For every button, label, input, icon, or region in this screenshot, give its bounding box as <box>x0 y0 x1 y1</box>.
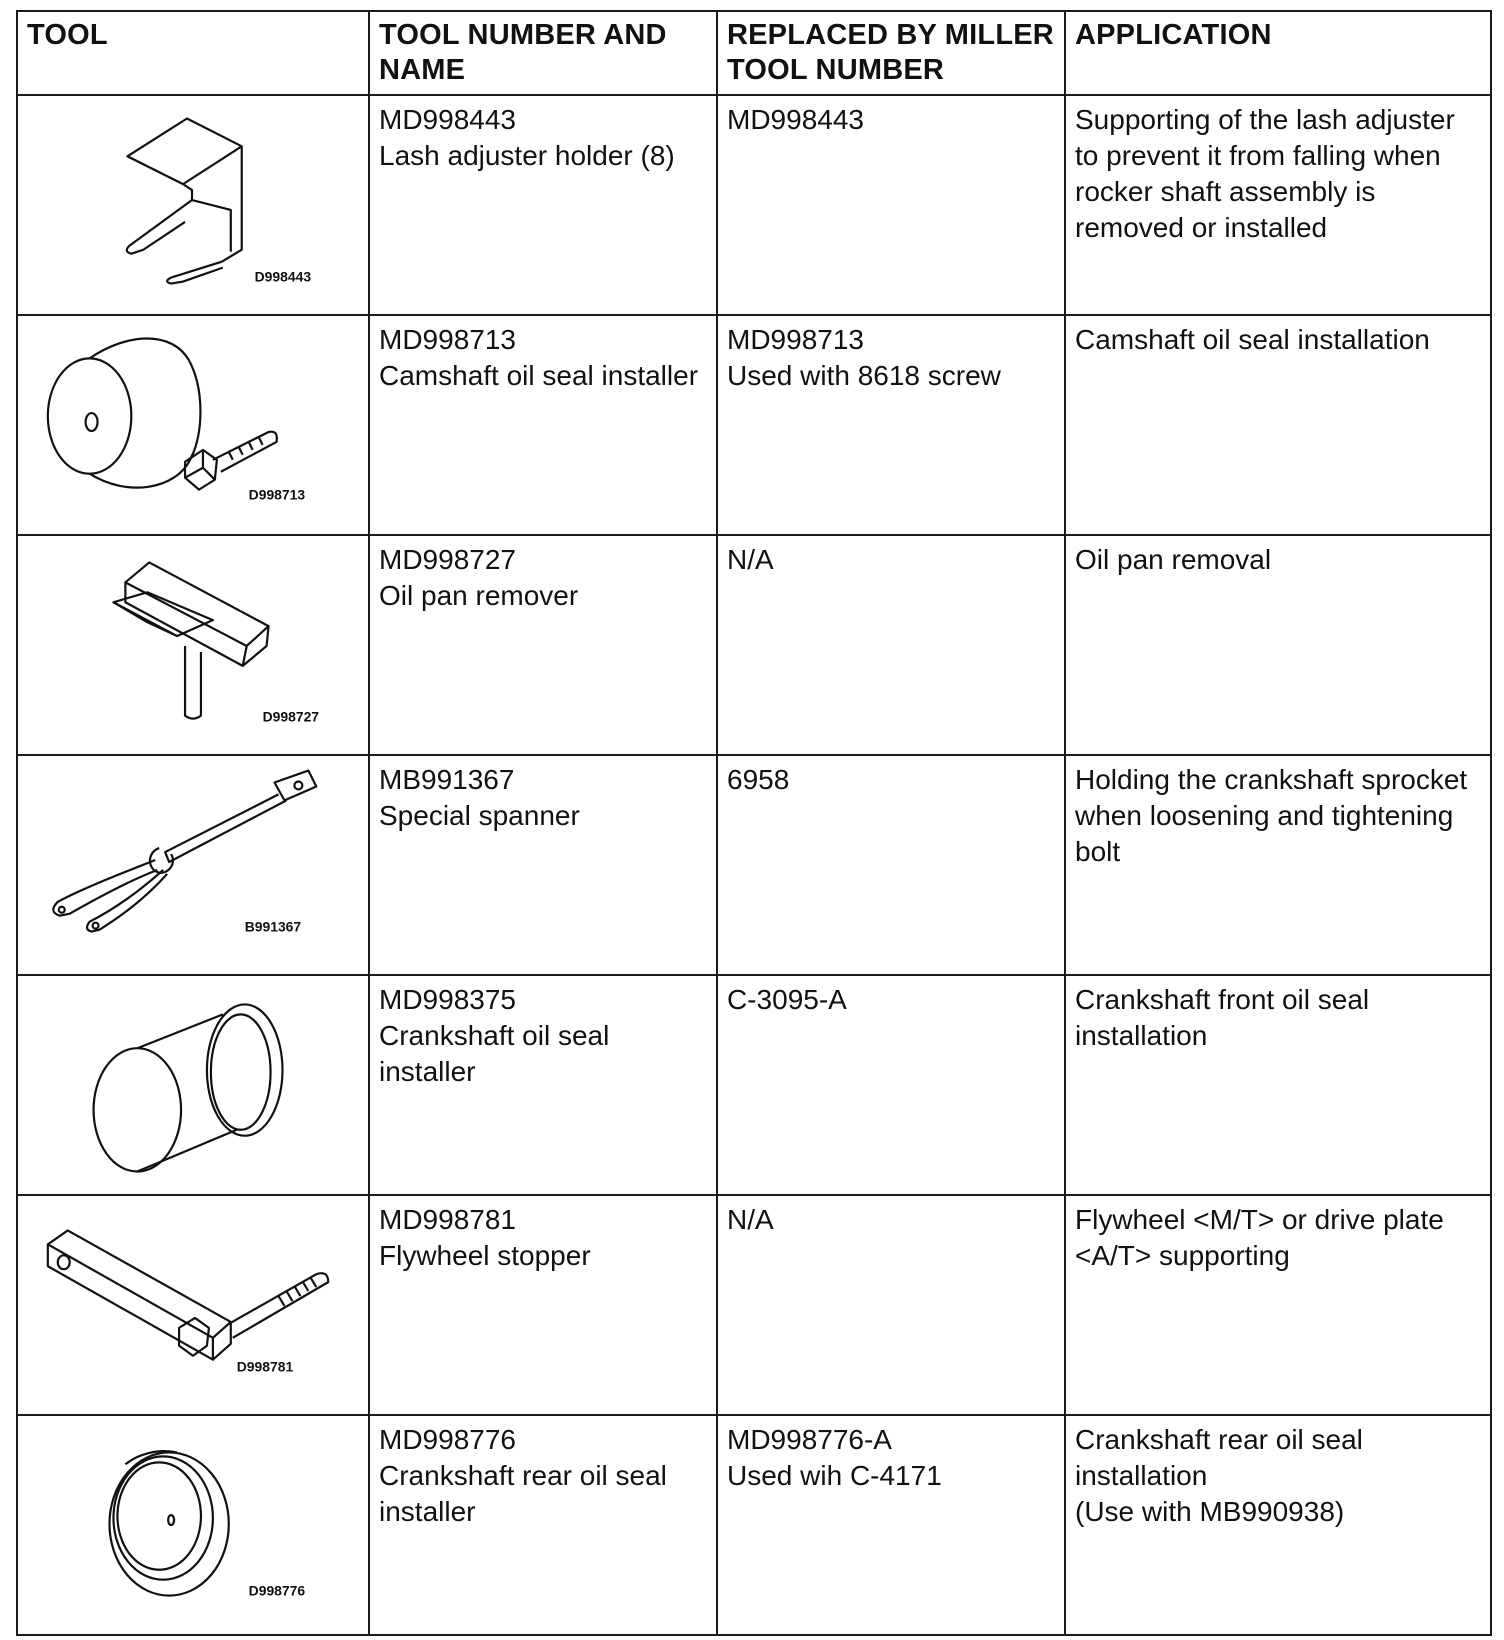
replaced-by-note: Used wih C-4171 <box>727 1460 942 1491</box>
tool-image-label: D998781 <box>236 1358 294 1375</box>
table-row <box>17 755 1491 975</box>
replaced-by-note: Used with 8618 screw <box>727 360 1001 391</box>
replaced-by-number: N/A <box>727 544 774 575</box>
table-row <box>17 535 1491 755</box>
special-spanner-icon <box>18 756 368 974</box>
tool-number-name-cell <box>369 1415 717 1635</box>
tool-number: MD998776 <box>379 1424 516 1455</box>
crankshaft-rear-oil-seal-installer-icon <box>18 1416 368 1634</box>
header-row <box>17 11 1491 95</box>
tool-number-name-cell <box>369 535 717 755</box>
tool-image-cell <box>17 535 369 755</box>
application-cell: Crankshaft front oil seal installation <box>1065 975 1491 1195</box>
oil-pan-remover-icon <box>18 536 368 754</box>
special-tools-table-page <box>16 10 1490 1622</box>
tool-number-name-cell <box>369 1195 717 1415</box>
tool-image-label: D998713 <box>248 486 306 503</box>
tool-number-name-cell <box>369 315 717 535</box>
tool-name: Special spanner <box>379 800 580 831</box>
table-row <box>17 1415 1491 1635</box>
tool-number: MD998781 <box>379 1204 516 1235</box>
replaced-by-cell <box>717 1195 1065 1415</box>
table-row <box>17 315 1491 535</box>
replaced-by-number: C-3095-A <box>727 984 847 1015</box>
tool-image-label: D998443 <box>254 268 312 285</box>
application-text: Crankshaft rear oil seal installation <box>1075 1424 1363 1491</box>
replaced-by-number: MD998443 <box>727 104 864 135</box>
table-row <box>17 1195 1491 1415</box>
replaced-by-cell <box>717 1415 1065 1635</box>
tool-image-label: D998776 <box>248 1582 306 1599</box>
crankshaft-oil-seal-installer-icon <box>18 976 368 1194</box>
tool-image-label: B991367 <box>244 918 302 935</box>
application-cell: Holding the crankshaft sprocket when loosening and tightening bolt <box>1065 755 1491 975</box>
tool-name: Flywheel stopper <box>379 1240 591 1271</box>
tool-image-cell <box>17 95 369 315</box>
tool-image-cell <box>17 975 369 1195</box>
tool-number: MD998443 <box>379 104 516 135</box>
replaced-by-number: MD998713 <box>727 324 864 355</box>
tool-name: Lash adjuster holder (8) <box>379 140 675 171</box>
header-tool: TOOL <box>17 11 369 95</box>
tool-image-cell <box>17 755 369 975</box>
replaced-by-cell <box>717 315 1065 535</box>
tool-number-name-cell <box>369 755 717 975</box>
replaced-by-cell <box>717 535 1065 755</box>
tool-name: Crankshaft oil seal installer <box>379 1020 610 1087</box>
flywheel-stopper-icon <box>18 1196 368 1414</box>
replaced-by-cell <box>717 975 1065 1195</box>
camshaft-oil-seal-installer-icon <box>18 316 368 534</box>
application-cell <box>1065 1415 1491 1635</box>
application-cell: Oil pan removal <box>1065 535 1491 755</box>
table-row <box>17 95 1491 315</box>
replaced-by-number: MD998776-A <box>727 1424 892 1455</box>
replaced-by-cell <box>717 755 1065 975</box>
application-cell: Supporting of the lash adjuster to prevent it from falling when rocker shaft assembly is removed or installed <box>1065 95 1491 315</box>
replaced-by-cell <box>717 95 1065 315</box>
table-row <box>17 975 1491 1195</box>
tool-name: Camshaft oil seal installer <box>379 360 699 391</box>
tool-number-name-cell <box>369 975 717 1195</box>
header-application: APPLICATION <box>1065 11 1491 95</box>
tool-number: MD998375 <box>379 984 516 1015</box>
application-note: (Use with MB990938) <box>1075 1496 1345 1527</box>
tool-number-name-cell <box>369 95 717 315</box>
tool-image-cell <box>17 1195 369 1415</box>
tool-number: MD998727 <box>379 544 516 575</box>
replaced-by-number: N/A <box>727 1204 774 1235</box>
tool-name: Oil pan remover <box>379 580 579 611</box>
application-cell: Camshaft oil seal installation <box>1065 315 1491 535</box>
tool-image-label: D998727 <box>262 708 320 725</box>
tool-image-cell <box>17 1415 369 1635</box>
replaced-by-number: 6958 <box>727 764 790 795</box>
lash-adjuster-holder-icon <box>18 96 368 314</box>
tool-number: MD998713 <box>379 324 516 355</box>
header-tool-number-and-name: TOOL NUMBER AND NAME <box>369 11 717 95</box>
special-tools-table <box>16 10 1492 1636</box>
header-replaced-by: REPLACED BY MILLER TOOL NUMBER <box>717 11 1065 95</box>
tool-name: Crankshaft rear oil seal installer <box>379 1460 667 1527</box>
application-cell: Flywheel <M/T> or drive plate <A/T> supporting <box>1065 1195 1491 1415</box>
tool-number: MB991367 <box>379 764 515 795</box>
tool-image-cell <box>17 315 369 535</box>
